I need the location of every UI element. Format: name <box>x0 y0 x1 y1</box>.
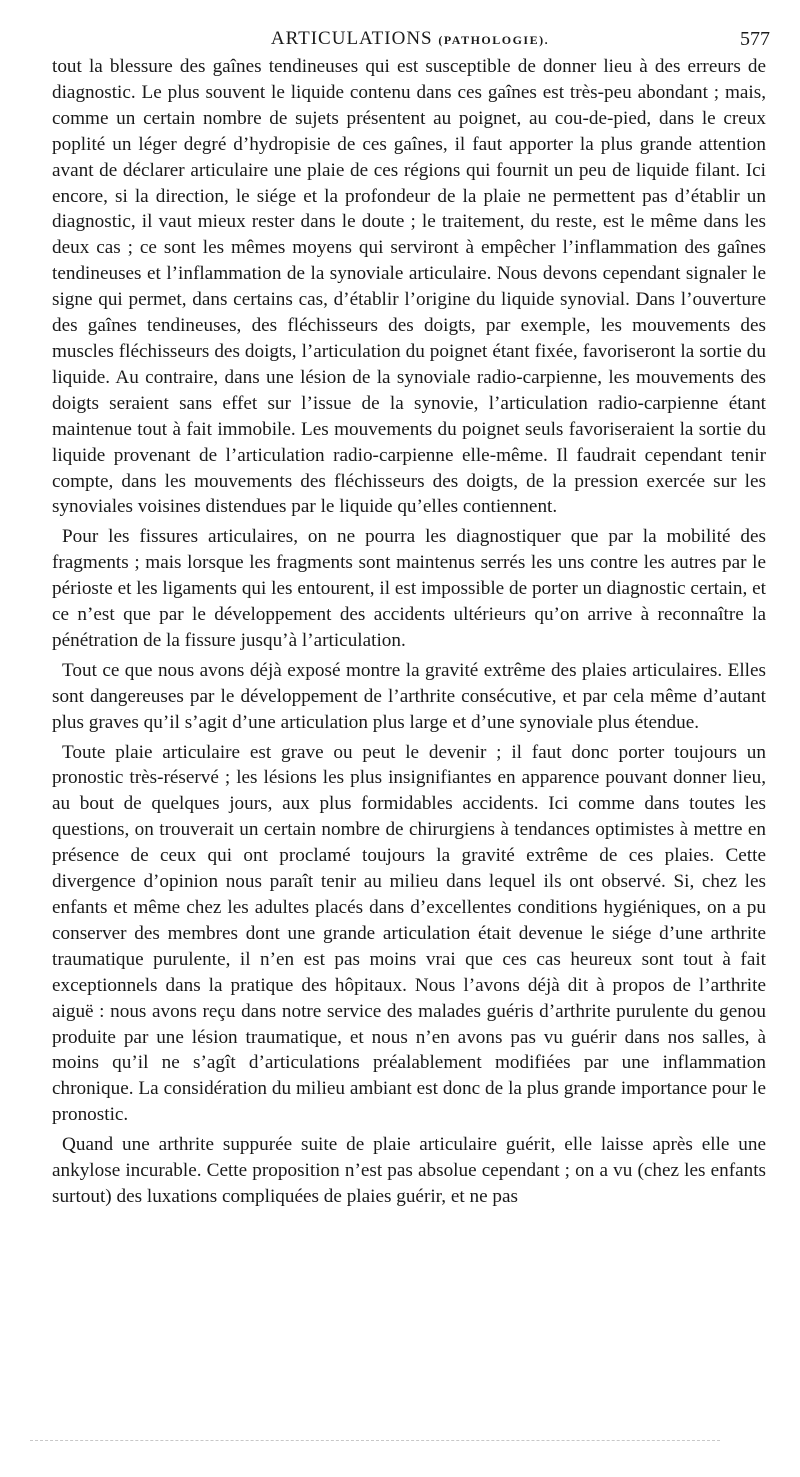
paragraph: Tout ce que nous avons déjà exposé montre la gravité extrême des plaies articulaires. Elles sont dangereuses par le développement de l’arthrite consécutive, et par cela même d’autant plus graves qu’il s’agit d’une articulation plus large et d’une synoviale plus étendue. <box>52 659 766 733</box>
running-head-subtitle: (PATHOLOGIE). <box>438 33 550 47</box>
running-head <box>50 28 770 50</box>
page-header <box>50 28 770 52</box>
paragraph: Toute plaie articulaire est grave ou peut le devenir ; il faut donc porter toujours un pronostic très-réservé ; les lésions les plus insignifiantes en apparence pouvant donner lieu, au bout de quelques jours, aux plus formidables accidents. Ici comme dans toutes les questions, on trouverait un certain nombre de chirurgiens à tendances optimistes à mettre en présence de ceux qui ont proclamé toujours la gravité extrême de ces plaies. Cette divergence d’opinion nous paraît tenir au milieu dans lequel ils ont observé. Si, chez les enfants et même chez les adultes placés dans d’excellentes conditions hygiéniques, on a pu conserver des membres dont une grande articulation était devenue le siége d’une arthrite traumatique purulente, il n’en est pas moins vrai que ces cas heureux sont tout à fait exceptionnels dans la pratique des hôpitaux. Nous l’avons déjà dit à propos de l’arthrite aiguë : nous avons reçu dans notre service des malades guéris d’arthrite purulente du genou produite par une lésion traumatique, et nous n’en avons pas vu guérir dans nos salles, à moins qu’il ne s’agît d’articulations préalablement modifiées par une inflammation chronique. La considération du milieu ambiant est donc de la plus grande importance pour le pronostic. <box>52 741 766 1126</box>
paragraph: Pour les fissures articulaires, on ne pourra les diagnostiquer que par la mobilité des fragments ; mais lorsque les fragments sont maintenus serrés les uns contre les autres par le périoste et les ligaments qui les entourent, il est impossible de porter un diagnostic certain, et ce n’est que par le développement des accidents ultérieurs qu’on arrive à reconnaître la pénétration de la fissure jusqu’à l’articulation. <box>52 526 766 651</box>
running-head-title: ARTICULATIONS <box>270 28 433 49</box>
paragraph: tout la blessure des gaînes tendineuses qui est susceptible de donner lieu à des erreurs de diagnostic. Le plus souvent le liquide contenu dans ces gaînes est très-peu abondant ; mais, comme un certain nombre de sujets présentent au poignet, au cou-de-pied, dans le creux poplité un léger degré d’hydropisie de ces gaînes, il faut apporter la plus grande attention avant de déclarer articulaire une plaie de ces régions qui fournit un peu de liquide filant. Ici encore, si la direction, le siége et la profondeur de la plaie ne permettent pas d’établir un diagnostic, il vaut mieux rester dans le doute ; le traitement, du reste, est le même dans les deux cas ; ce sont les mêmes moyens qui serviront à empêcher l’inflammation des gaînes tendineuses et l’inflammation de la synoviale articulaire. Nous devons cependant signaler le signe qui permet, dans certains cas, d’établir l’origine du liquide synovial. Dans l’ouverture des gaînes tendineuses, des fléchisseurs des doigts, par exemple, les mouvements des muscles fléchisseurs des doigts, l’articulation du poignet étant fixée, favoriseront la sortie du liquide. Au contraire, dans une lésion de la synoviale radio-carpienne, les mouvements des doigts seraient sans effet sur l’issue de la synovie, l’articulation radio-carpienne étant maintenue tout à fait immobile. Les mouvements du poignet seuls favoriseraient la sortie du liquide provenant de l’articulation radio-carpienne elle-même. Il faudrait cependant tenir compte, dans les mouvements des fléchisseurs des doigts, de la pression exercée sur les synoviales voisines distendues par le liquide qu’elles contiennent. <box>52 56 766 518</box>
footer-rule <box>30 1440 720 1441</box>
body-text <box>52 54 766 1210</box>
page-number: 577 <box>740 28 770 50</box>
paragraph: Quand une arthrite suppurée suite de plaie articulaire guérit, elle laisse après elle une ankylose incurable. Cette proposition n’est pas absolue cependant ; on a vu (chez les enfants surtout) des luxations compliquées de plaies guérir, et ne pas <box>52 1134 766 1207</box>
